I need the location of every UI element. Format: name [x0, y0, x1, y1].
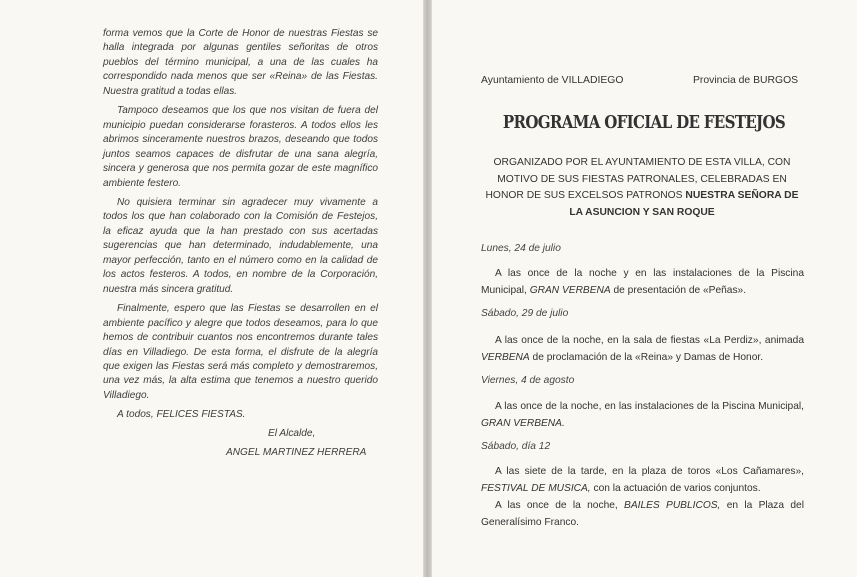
- event-text: de proclamación de la «Reina» y Damas de Honor.: [532, 352, 764, 363]
- date-heading: Viernes, 4 de agosto: [481, 375, 575, 386]
- event-item: [481, 463, 804, 497]
- event-name: VERBENA: [481, 352, 530, 363]
- event-item: [481, 398, 804, 432]
- event-text: A las once de la noche y en las instalaciones de la Piscina Municipal,: [481, 268, 804, 296]
- letter-paragraph-4: Finalmente, espero que las Fiestas se desarrollen en el ambiente pacífico y alegre que todos deseamos, para lo que hemos de contribuir cuantos nos encontremos durante tales días en Villadiego. De esta forma, el disfrute de la alegría que exigen las Fiestas será más completo y demostraremos, una vez más, la alta estima que tenemos a nuestro querido Villadiego.: [103, 303, 378, 401]
- program-title: PROGRAMA OFICIAL DE FESTEJOS: [502, 113, 786, 133]
- intro-text: ORGANIZADO POR EL AYUNTAMIENTO DE ESTA VILLA, CON MOTIVO DE SUS FIESTAS PATRONALES, CELEBRADAS EN HONOR DE SUS EXCELSOS PATRONOS: [485, 157, 791, 202]
- event-item: [481, 497, 804, 531]
- date-heading: Sábado, día 12: [481, 441, 551, 452]
- event-text: de presentación de «Peñas».: [613, 285, 747, 296]
- letter-paragraph-2: Tampoco deseamos que los que nos visitan de fuera del municipio puedan considerarse forasteros. A todos ellos les abrimos sinceramente nuestros brazos, deseando que todos juntos seamos capaces de disfrutar de una sana alegría, sincera y generosa que nos permita gozar de este magnífico ambiente festero.: [103, 105, 378, 189]
- program-intro: [478, 155, 806, 221]
- event-text: A las once de la noche, en la sala de fiestas «La Perdiz», animada: [495, 335, 804, 346]
- event-text: con la actuación de varios conjuntos.: [593, 483, 761, 494]
- header-ayuntamiento: Ayuntamiento de VILLADIEGO: [481, 75, 624, 86]
- letter-paragraph-1: forma vemos que la Corte de Honor de nuestras Fiestas se halla integrada por algunas gentiles señoritas de otros pueblos del término municipal, a una de las cuales ha correspondido nada menos que ser «Reina» de las Fiestas. Nuestra gratitud a todas ellas.: [103, 28, 378, 97]
- page-gutter: [424, 0, 431, 577]
- event-item: [481, 332, 804, 366]
- intro-patrons: NUESTRA SEÑORA DE LA ASUNCION Y SAN ROQUE: [569, 190, 799, 218]
- event-text: A las once de la noche,: [495, 500, 618, 511]
- signature-title: El Alcalde,: [268, 428, 316, 439]
- event-name: FESTIVAL DE MUSICA,: [481, 483, 591, 494]
- date-heading: Sábado, 29 de julio: [481, 308, 569, 319]
- event-name: BAILES PUBLICOS,: [624, 500, 721, 511]
- event-name: GRAN VERBENA: [529, 285, 611, 296]
- event-text: A las siete de la tarde, en la plaza de toros «Los Cañamares»,: [495, 466, 804, 477]
- event-name: GRAN VERBENA.: [481, 418, 565, 429]
- date-heading: Lunes, 24 de julio: [481, 243, 561, 254]
- letter-paragraph-3: No quisiera terminar sin agradecer muy vivamente a todos los que han colaborado con la Comisión de Festejos, la eficaz ayuda que la han prestado con sus acertadas sugerencias que han determinado, indudablemente, una mayor perfección, tanto en el número como en la calidad de los actos festeros. A todos, en nombre de la Corporación, nuestra más sincera gratitud.: [103, 196, 378, 295]
- header-provincia: Provincia de BURGOS: [693, 75, 799, 86]
- event-text: en la Plaza del Generalísimo Franco.: [481, 500, 804, 528]
- letter-closing: A todos, FELICES FIESTAS.: [117, 409, 246, 421]
- signature-name: ANGEL MARTINEZ HERRERA: [226, 447, 367, 458]
- event-item: [481, 265, 804, 299]
- event-text: A las once de la noche, en las instalaciones de la Piscina Municipal,: [495, 401, 804, 412]
- mayor-letter: [103, 27, 378, 428]
